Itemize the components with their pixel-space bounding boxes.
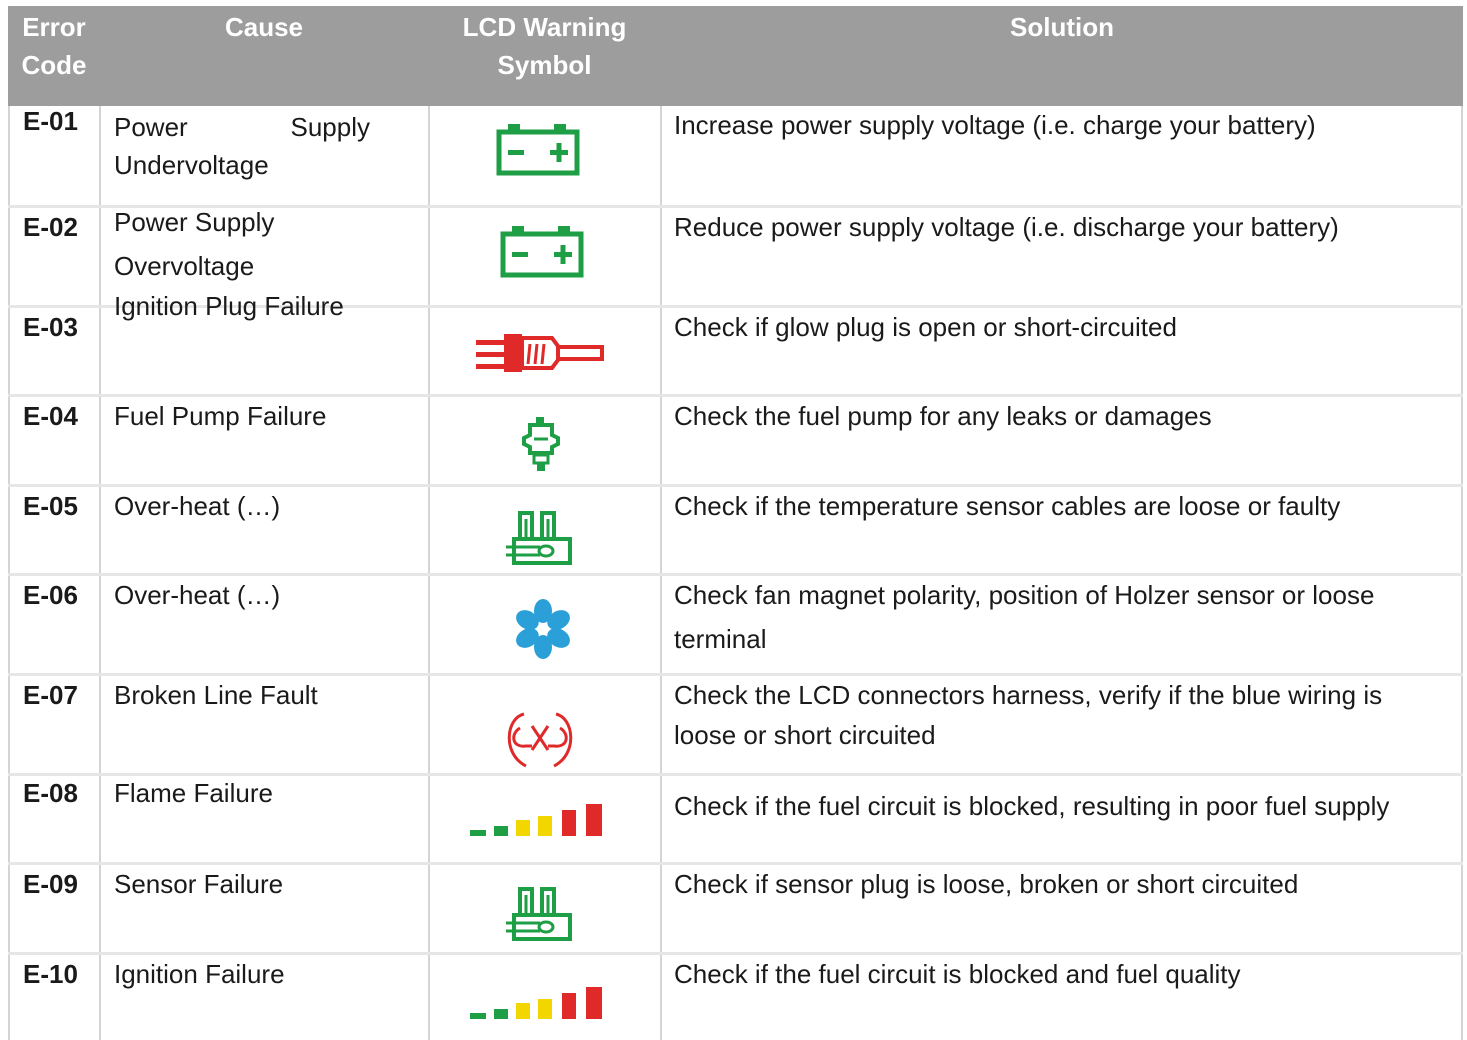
battery-icon [500, 224, 584, 278]
glow-plug-icon [474, 330, 606, 376]
error-code: E-07 [23, 680, 78, 710]
header-cause: Cause [224, 12, 304, 42]
battery-icon [496, 122, 580, 176]
error-code: E-09 [23, 869, 78, 899]
solution-line: Increase power supply voltage (i.e. charge your battery) [674, 110, 1316, 140]
cause-text: Ignition Failure [114, 959, 285, 989]
cause-text [114, 108, 370, 184]
solution-text [674, 484, 1340, 528]
level-bars-icon [470, 804, 606, 838]
table-row [8, 291, 1463, 394]
temperature-sensor-icon [504, 885, 574, 943]
broken-line-icon [502, 706, 578, 770]
header-lcd-line2: Symbol [497, 50, 592, 80]
solution-text [674, 394, 1212, 438]
table-row [8, 955, 1463, 1040]
solution-text [674, 573, 1374, 661]
cause-text: Sensor Failure [114, 869, 284, 899]
solution-line: terminal [674, 624, 767, 654]
solution-line: Check the LCD connectors harness, verify if the blue wiring is [674, 680, 1383, 710]
error-code: E-01 [23, 106, 78, 136]
error-code: E-03 [23, 312, 78, 342]
cause-text: Fuel Pump Failure [114, 401, 327, 431]
table-row [8, 676, 1463, 773]
cause-word: Supply [290, 112, 370, 142]
cause-text: Flame Failure [114, 778, 273, 808]
solution-line: Check the fuel pump for any leaks or damages [674, 401, 1212, 431]
solution-text [674, 862, 1298, 906]
error-code: E-02 [23, 212, 78, 242]
solution-line: Check if sensor plug is loose, broken or short circuited [674, 869, 1299, 899]
cause-line: Undervoltage [114, 150, 269, 180]
error-code: E-10 [23, 959, 78, 989]
cause-text: Over-heat (…) [114, 491, 281, 521]
level-bars-icon [470, 987, 606, 1021]
cause-text: Ignition Plug Failure [114, 291, 344, 321]
error-code: E-08 [23, 778, 78, 808]
header-lcd-symbol [428, 8, 661, 84]
fuel-pump-icon [522, 415, 560, 473]
solution-text [674, 784, 1389, 828]
error-code: E-06 [23, 580, 78, 610]
cause-text: Broken Line Fault [114, 680, 318, 710]
cause-word: Power [114, 112, 188, 142]
solution-text [674, 673, 1382, 757]
cause-line: Power Supply [114, 207, 275, 237]
solution-line: Check if the fuel circuit is blocked and fuel quality [674, 959, 1241, 989]
solution-line: Check if the temperature sensor cables are loose or faulty [674, 491, 1341, 521]
header-lcd-line1: LCD Warning [462, 12, 627, 42]
cause-line: Overvoltage [114, 251, 255, 281]
table-row [8, 776, 1463, 862]
table-row [8, 865, 1463, 952]
solution-line: Check if glow plug is open or short-circuited [674, 312, 1177, 342]
cause-text [114, 200, 274, 288]
solution-text [674, 952, 1241, 996]
solution-line: Check fan magnet polarity, position of Holzer sensor or loose [674, 580, 1375, 610]
solution-line: Check if the fuel circuit is blocked, resulting in poor fuel supply [674, 791, 1390, 821]
solution-text [674, 205, 1339, 249]
header-error-code-line1: Error [22, 12, 86, 42]
table-row [8, 576, 1463, 673]
fan-icon [512, 598, 574, 660]
error-code: E-05 [23, 491, 78, 521]
header-error-code-line2: Code [21, 50, 87, 80]
solution-text [674, 305, 1177, 349]
header-solution: Solution [1010, 12, 1114, 42]
solution-line: Reduce power supply voltage (i.e. discharge your battery) [674, 212, 1339, 242]
error-code: E-04 [23, 401, 78, 431]
table-row [8, 487, 1463, 573]
temperature-sensor-icon [504, 509, 574, 567]
table-row [8, 106, 1463, 205]
solution-line: loose or short circuited [674, 720, 936, 750]
solution-text [674, 103, 1316, 147]
table-header [8, 6, 1463, 106]
table-row [8, 397, 1463, 484]
cause-text: Over-heat (…) [114, 580, 281, 610]
header-error-code [8, 8, 100, 84]
error-code-table [8, 6, 1463, 1040]
